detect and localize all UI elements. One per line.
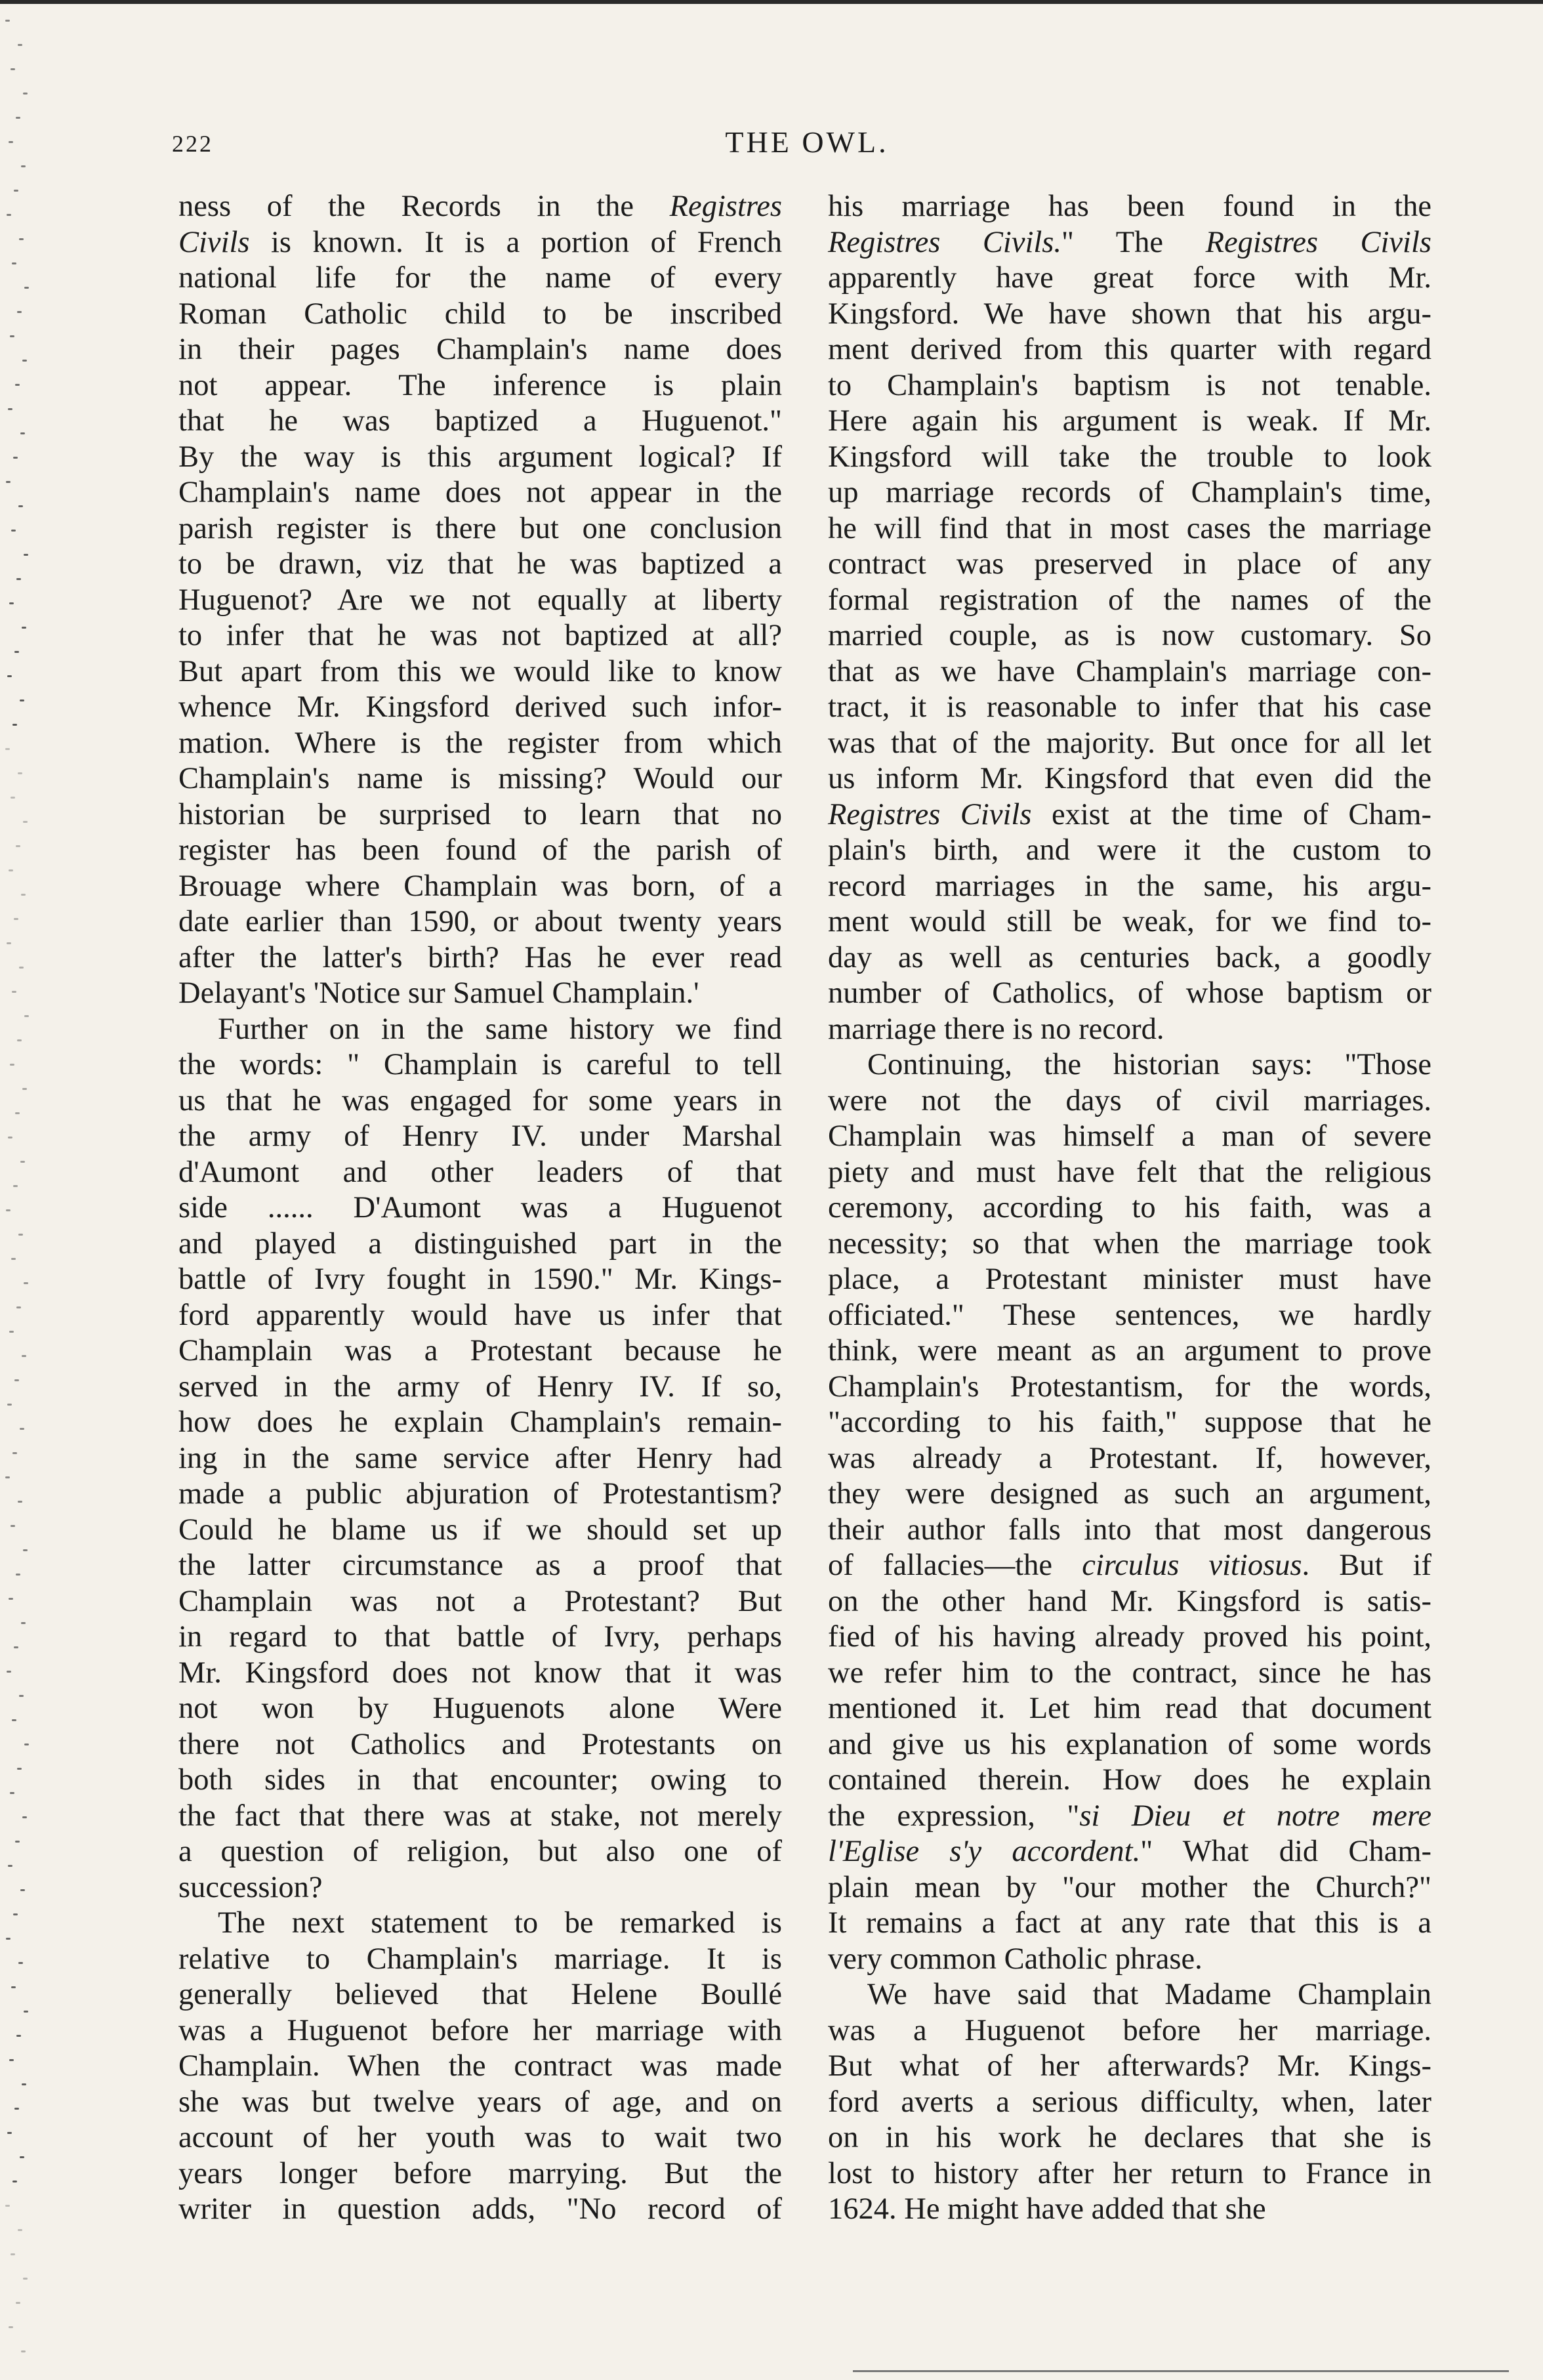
text-line: formal registration of the names of the (828, 583, 1431, 617)
text-line: ness of the Records in the Registres (178, 190, 782, 223)
edge-speck (18, 44, 22, 46)
edge-speck (14, 1379, 19, 1381)
edge-speck (7, 675, 12, 677)
text-line: on the other hand Mr. Kingsford is satis- (828, 1584, 1431, 1618)
edge-speck (23, 821, 28, 823)
edge-speck (6, 481, 10, 483)
edge-speck (10, 1525, 15, 1527)
edge-speck (23, 2278, 28, 2280)
edge-speck (11, 1986, 16, 1988)
text-line: Here again his argument is weak. If Mr. (828, 404, 1431, 438)
text-line: relative to Champlain's marriage. It is (178, 1942, 782, 1976)
running-title: THE OWL. (725, 125, 889, 159)
text-line: to Champlain's baptism is not tenable. (828, 368, 1431, 402)
edge-speck (20, 2156, 24, 2158)
edge-speck (16, 2035, 21, 2037)
text-line: ceremony, according to his faith, was a (828, 1191, 1431, 1224)
text-line: in their pages Champlain's name does (178, 333, 782, 366)
edge-speck (15, 1841, 20, 1843)
text-line: their author falls into that most dangerous (828, 1513, 1431, 1547)
text-line: us that he was engaged for some years in (178, 1083, 782, 1117)
edge-speck (13, 1185, 18, 1187)
text-line: the army of Henry IV. under Marshal (178, 1119, 782, 1153)
edge-speck (17, 1039, 22, 1041)
edge-speck (18, 2229, 22, 2231)
text-line: Champlain's name is missing? Would our (178, 762, 782, 795)
text-line: how does he explain Champlain's remain- (178, 1406, 782, 1439)
text-line: record marriages in the same, his argu- (828, 869, 1431, 903)
edge-speck (10, 1064, 14, 1066)
text-line: Continuing, the historian says: "Those (867, 1048, 1431, 1081)
text-line: us inform Mr. Kingsford that even did the (828, 762, 1431, 795)
text-line: national life for the name of every (178, 261, 782, 295)
text-line: Roman Catholic child to be inscribed (178, 297, 782, 331)
text-line: think, were meant as an argument to prove (828, 1334, 1431, 1367)
text-line: fied of his having already proved his point, (828, 1620, 1431, 1654)
text-line: The next statement to be remarked is (218, 1906, 782, 1940)
text-line: We have said that Madame Champlain (867, 1978, 1431, 2011)
edge-speck (24, 1015, 29, 1017)
text-line: lost to history after her return to France in (828, 2156, 1431, 2190)
text-line: "according to his faith," suppose that he (828, 1406, 1431, 1439)
text-line: Champlain's Protestantism, for the words, (828, 1369, 1431, 1404)
left-margin-specks (0, 0, 34, 2380)
edge-speck (11, 1258, 16, 1260)
text-line: d'Aumont and other leaders of that (178, 1155, 782, 1189)
text-line: l'Eglise s'y accordent." What did Cham- (828, 1835, 1431, 1868)
text-line: and played a distinguished part in the (178, 1226, 782, 1261)
edge-speck (7, 1404, 12, 1406)
text-line: of fallacies—the circulus vitiosus. But if (828, 1549, 1432, 1582)
text-line: after the latter's birth? Has he ever read (178, 940, 782, 974)
text-line: place, a Protestant minister must have (828, 1263, 1431, 1296)
edge-speck (8, 1137, 12, 1138)
edge-speck (18, 505, 23, 507)
edge-speck (18, 1501, 22, 1503)
text-line: they were designed as such an argument, (828, 1477, 1431, 1511)
edge-speck (20, 432, 25, 434)
edge-speck (12, 262, 16, 264)
edge-speck (20, 699, 24, 701)
edge-speck (11, 530, 16, 532)
text-line: Champlain's name does not appear in the (178, 476, 782, 509)
edge-speck (22, 2083, 26, 2085)
text-line: Champlain was himself a man of severe (828, 1119, 1431, 1153)
text-line: Huguenot? Are we not equally at liberty (178, 583, 782, 617)
text-line: ing in the same service after Henry had (178, 1441, 782, 1475)
text-line: Kingsford will take the trouble to look (828, 440, 1431, 474)
edge-speck (24, 2011, 28, 2013)
text-line: plain mean by "our mother the Church?" (828, 1870, 1431, 1904)
edge-speck (21, 2350, 26, 2352)
edge-speck (9, 2059, 14, 2061)
text-line: married couple, as is now customary. So (828, 619, 1431, 652)
edge-speck (9, 602, 14, 604)
right-text-column (828, 189, 1431, 2228)
edge-speck (13, 457, 18, 459)
text-line: the expression, "si Dieu et notre mere (828, 1799, 1431, 1833)
text-line: the fact that there was at stake, not merely (178, 1799, 782, 1833)
edge-speck (19, 967, 24, 969)
edge-speck (16, 2302, 20, 2304)
text-line: 1624. He might have added that she (828, 2192, 1266, 2226)
text-line: battle of Ivry fought in 1590." Mr. Kings- (178, 1263, 782, 1296)
edge-speck (12, 1452, 17, 1454)
edge-speck (12, 724, 17, 726)
edge-speck (17, 1768, 22, 1770)
edge-speck (10, 2253, 15, 2255)
edge-speck (21, 894, 26, 896)
text-line: in regard to that battle of Ivry, perhaps (178, 1620, 782, 1654)
text-line: contract was preserved in place of any (828, 547, 1431, 581)
text-line: made a public abjuration of Protestantism? (178, 1477, 782, 1511)
edge-speck (20, 1889, 25, 1891)
edge-speck (7, 942, 11, 944)
text-line: necessity; so that when the marriage took (828, 1226, 1431, 1261)
edge-speck (24, 287, 29, 289)
edge-speck (7, 214, 11, 216)
text-line: both sides in that encounter; owing to (178, 1763, 782, 1797)
text-line: piety and must have felt that the religious (828, 1155, 1431, 1189)
text-line: his marriage has been found in the (828, 190, 1431, 223)
edge-speck (22, 1816, 27, 1818)
text-line: ment derived from this quarter with regard (828, 333, 1431, 366)
edge-speck (9, 869, 13, 871)
text-line: the latter circumstance as a proof that (178, 1549, 782, 1582)
edge-speck (22, 627, 26, 629)
text-line: to be drawn, viz that he was baptized a (178, 547, 782, 581)
text-line: was that of the majority. But once for all let (828, 726, 1431, 760)
text-line: Champlain was not a Protestant? But (178, 1584, 782, 1618)
text-line: parish register is there but one conclusion (178, 511, 782, 545)
edge-speck (15, 1112, 20, 1114)
text-line: ford averts a serious difficulty, when, later (828, 2085, 1431, 2119)
edge-speck (5, 2205, 10, 2207)
text-line: side ...... D'Aumont was a Huguenot (178, 1191, 782, 1224)
text-line: But what of her afterwards? Mr. Kings- (828, 2049, 1431, 2083)
edge-speck (9, 1331, 14, 1333)
text-line: the words: " Champlain is careful to tell (178, 1048, 782, 1081)
text-line: account of her youth was to wait two (178, 2121, 782, 2154)
text-line: served in the army of Henry IV. If so, (178, 1369, 782, 1404)
edge-speck (9, 1598, 13, 1600)
edge-speck (6, 1209, 10, 1211)
edge-speck (19, 238, 24, 240)
edge-speck (7, 1671, 11, 1673)
edge-speck (24, 554, 28, 556)
edge-speck (16, 117, 20, 119)
text-line: and give us his explanation of some words (828, 1727, 1431, 1761)
text-line: day as well as centuries back, a goodly (828, 940, 1431, 974)
edge-speck (22, 360, 27, 362)
edge-speck (13, 1913, 18, 1915)
text-line: on in his work he declares that she is (828, 2121, 1431, 2154)
bottom-dotted-rule (853, 2370, 1509, 2372)
text-line: not won by Huguenots alone Were (178, 1692, 782, 1725)
text-line: was a Huguenot before her marriage with (178, 2013, 782, 2047)
edge-speck (9, 141, 13, 143)
edge-speck (16, 1306, 21, 1308)
text-line: date earlier than 1590, or about twenty years (178, 905, 782, 938)
edge-speck (12, 1719, 16, 1721)
edge-speck (14, 918, 18, 920)
text-line: a question of religion, but also one of (178, 1835, 782, 1868)
edge-speck (22, 1355, 26, 1357)
text-line: generally believed that Helene Boullé (178, 1978, 782, 2011)
edge-speck (14, 190, 18, 192)
edge-speck (20, 1428, 24, 1430)
text-line: he will find that in most cases the marriage (828, 511, 1431, 545)
text-line: number of Catholics, of whose baptism or (828, 976, 1431, 1010)
edge-speck (17, 311, 22, 313)
text-line: very common Catholic phrase. (828, 1942, 1203, 1976)
edge-speck (10, 797, 15, 799)
edge-speck (18, 1962, 23, 1964)
edge-speck (18, 772, 22, 774)
text-line: Could he blame us if we should set up (178, 1513, 782, 1547)
text-line: to infer that he was not baptized at all? (178, 619, 782, 652)
text-line: But apart from this we would like to know (178, 654, 782, 688)
text-line: was already a Protestant. If, however, (828, 1441, 1431, 1475)
text-line: It remains a fact at any rate that this is a (828, 1906, 1431, 1940)
text-line: By the way is this argument logical? If (178, 440, 782, 474)
text-line: register has been found of the parish of (178, 833, 782, 867)
text-line: not appear. The inference is plain (178, 368, 782, 402)
edge-speck (14, 1646, 18, 1648)
text-line: that he was baptized a Huguenot." (178, 404, 782, 438)
edge-speck (10, 1792, 14, 1794)
text-line: Brouage where Champlain was born, of a (178, 869, 782, 903)
edge-speck (7, 2132, 12, 2134)
text-line: she was but twelve years of age, and on (178, 2085, 782, 2119)
edge-speck (16, 578, 21, 580)
text-line: Delayant's 'Notice sur Samuel Champlain.' (178, 976, 699, 1010)
text-line: up marriage records of Champlain's time, (828, 476, 1431, 509)
edge-speck (5, 1476, 10, 1478)
edge-speck (20, 1161, 25, 1163)
edge-speck (24, 1743, 29, 1745)
text-line: contained therein. How does he explain (828, 1763, 1431, 1797)
text-line: there not Catholics and Protestants on (178, 1727, 782, 1761)
edge-speck (8, 1865, 12, 1867)
edge-speck (21, 1622, 26, 1624)
text-line: Further on in the same history we find (218, 1012, 782, 1046)
text-line: Champlain was a Protestant because he (178, 1334, 782, 1367)
edge-speck (10, 68, 15, 70)
edge-speck (23, 1549, 28, 1551)
edge-speck (15, 384, 20, 386)
text-line: marriage there is no record. (828, 1012, 1164, 1046)
text-line: officiated." These sentences, we hardly (828, 1298, 1431, 1332)
text-line: was a Huguenot before her marriage. (828, 2013, 1431, 2047)
edge-speck (12, 2181, 17, 2182)
text-line: Champlain. When the contract was made (178, 2049, 782, 2083)
edge-speck (9, 2326, 13, 2328)
text-line: writer in question adds, "No record of (178, 2192, 782, 2226)
edge-speck (12, 991, 16, 993)
text-line: mentioned it. Let him read that document (828, 1692, 1431, 1725)
text-line: mation. Where is the register from which (178, 726, 782, 760)
edge-speck (5, 20, 10, 22)
edge-speck (10, 335, 14, 337)
edge-speck (16, 1574, 20, 1576)
page-number: 222 (172, 131, 213, 157)
text-line: tract, it is reasonable to infer that his case (828, 690, 1431, 724)
text-line: Civils is known. It is a portion of French (178, 225, 782, 259)
edge-speck (6, 1938, 10, 1940)
edge-speck (8, 408, 12, 410)
left-text-column (178, 189, 782, 2228)
edge-speck (22, 1088, 27, 1090)
text-line: ford apparently would have us infer that (178, 1298, 782, 1332)
text-line: historian be surprised to learn that no (178, 797, 782, 831)
edge-speck (21, 165, 26, 167)
edge-speck (23, 93, 28, 94)
text-line: that as we have Champlain's marriage con- (828, 654, 1431, 688)
edge-speck (14, 2108, 19, 2110)
edge-speck (24, 1282, 28, 1284)
text-line: we refer him to the contract, since he has (828, 1656, 1431, 1690)
text-line: whence Mr. Kingsford derived such infor- (178, 690, 782, 724)
text-line: succession? (178, 1870, 323, 1904)
text-line: Kingsford. We have shown that his argu- (828, 297, 1431, 331)
edge-speck (19, 1695, 24, 1697)
text-line: years longer before marrying. But the (178, 2156, 782, 2190)
text-line: plain's birth, and were it the custom to (828, 833, 1431, 867)
edge-speck (14, 651, 19, 653)
edge-speck (5, 748, 10, 750)
text-line: were not the days of civil marriages. (828, 1083, 1431, 1117)
edge-speck (18, 1234, 23, 1236)
text-line: Registres Civils exist at the time of Cham- (828, 797, 1431, 831)
edge-speck (16, 845, 20, 847)
text-line: ment would still be weak, for we find to- (828, 905, 1431, 938)
text-line: Registres Civils." The Registres Civils (828, 225, 1431, 259)
text-line: Mr. Kingsford does not know that it was (178, 1656, 782, 1690)
top-border-rule (0, 0, 1543, 4)
text-line: apparently have great force with Mr. (828, 261, 1431, 295)
